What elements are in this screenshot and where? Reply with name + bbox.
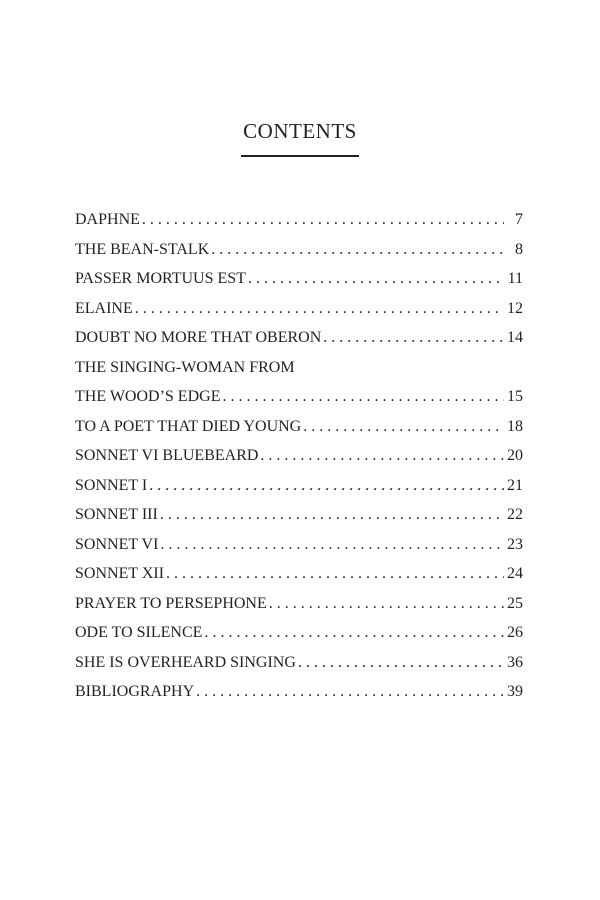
toc-entry[interactable] — [75, 677, 523, 707]
dot-leader — [160, 530, 504, 560]
toc-entry-title: PRAYER TO PERSEPHONE — [75, 594, 267, 612]
toc-entry-page: 39 — [507, 683, 523, 700]
toc-entry[interactable] — [75, 500, 523, 530]
dot-leader — [211, 235, 504, 265]
dot-leader — [298, 648, 504, 678]
toc-entry-title: SONNET I — [75, 476, 148, 494]
toc-entry-page: 11 — [507, 270, 523, 287]
toc-entry-title: BIBLIOGRAPHY — [75, 683, 195, 700]
toc-entry[interactable] — [75, 589, 523, 619]
toc-entry[interactable] — [75, 648, 523, 678]
toc-entry[interactable] — [75, 412, 523, 442]
toc-entry-page: 8 — [515, 240, 523, 258]
table-of-contents — [75, 205, 523, 707]
toc-entry-continued[interactable] — [75, 353, 523, 383]
dot-leader — [149, 471, 504, 501]
page-title: CONTENTS — [243, 119, 357, 143]
toc-entry-page: 20 — [507, 447, 523, 464]
toc-entry-title: SONNET XII — [75, 565, 165, 582]
dot-leader — [248, 264, 504, 294]
toc-entry-page: 12 — [507, 299, 523, 317]
toc-entry-page: 26 — [507, 624, 523, 641]
dot-leader — [269, 589, 504, 619]
toc-entry-page: 22 — [507, 506, 523, 523]
toc-entry[interactable] — [75, 294, 523, 324]
toc-entry[interactable] — [75, 205, 523, 235]
dot-leader — [204, 618, 504, 648]
toc-entry-title: SONNET VI — [75, 535, 159, 553]
toc-entry-page: 14 — [507, 329, 523, 346]
dot-leader — [160, 500, 504, 530]
toc-entry-title: PASSER MORTUUS EST — [75, 270, 246, 287]
toc-entry-title: SONNET VI BLUEBEARD — [75, 447, 259, 464]
toc-entry-page: 25 — [507, 594, 523, 612]
dot-leader — [323, 323, 504, 353]
toc-entry-title: DOUBT NO MORE THAT OBERON — [75, 329, 322, 346]
toc-entry[interactable] — [75, 264, 523, 294]
toc-entry-page: 36 — [507, 653, 523, 671]
toc-entry[interactable] — [75, 618, 523, 648]
toc-entry[interactable] — [75, 530, 523, 560]
toc-entry[interactable] — [75, 235, 523, 265]
toc-entry[interactable] — [75, 559, 523, 589]
toc-entry[interactable] — [75, 323, 523, 353]
dot-leader — [303, 412, 504, 442]
dot-leader — [142, 205, 504, 235]
toc-entry[interactable] — [75, 471, 523, 501]
toc-entry-title: DAPHNE — [75, 211, 140, 228]
toc-entry-title: ODE TO SILENCE — [75, 624, 203, 641]
toc-entry-title: ELAINE — [75, 299, 133, 317]
dot-leader — [135, 294, 504, 324]
toc-entry-page: 24 — [507, 565, 523, 582]
toc-entry-title: SHE IS OVERHEARD SINGING — [75, 653, 296, 671]
title-underline — [241, 155, 359, 157]
toc-entry-page: 18 — [507, 417, 523, 435]
dot-leader — [196, 677, 504, 707]
toc-entry[interactable] — [75, 382, 523, 412]
toc-entry-page: 7 — [515, 211, 523, 228]
toc-entry-title: THE SINGING-WOMAN FROM — [75, 358, 295, 376]
toc-entry-page: 21 — [507, 476, 523, 494]
toc-entry-title: THE WOOD’S EDGE — [75, 388, 221, 405]
dot-leader — [166, 559, 504, 589]
dot-leader — [260, 441, 504, 471]
toc-entry-title: SONNET III — [75, 506, 158, 523]
toc-entry-title: THE BEAN-STALK — [75, 240, 210, 258]
toc-entry-page: 23 — [507, 535, 523, 553]
toc-entry-page: 15 — [507, 388, 523, 405]
toc-entry-title: TO A POET THAT DIED YOUNG — [75, 417, 302, 435]
toc-entry[interactable] — [75, 441, 523, 471]
dot-leader — [222, 382, 504, 412]
